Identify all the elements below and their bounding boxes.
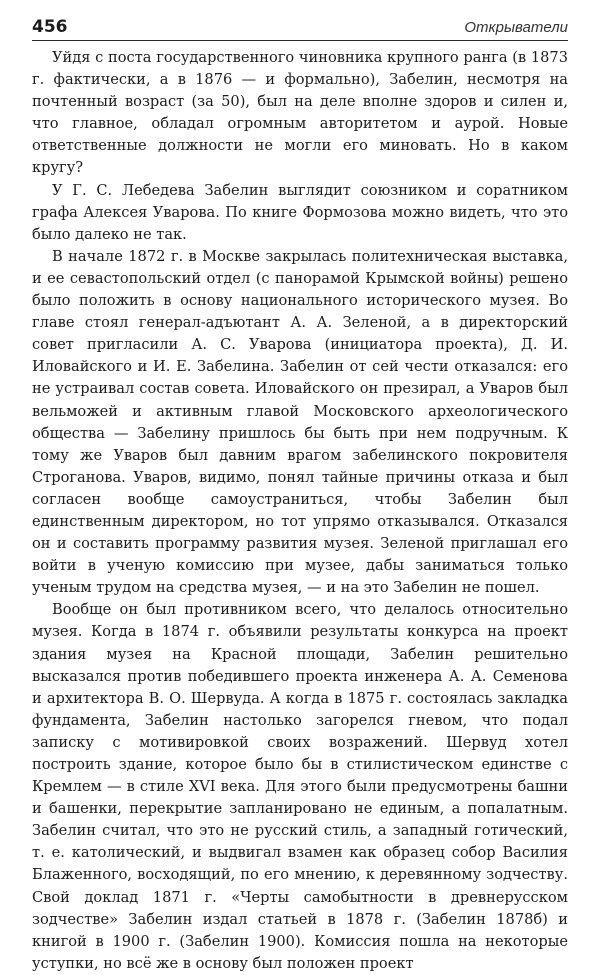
page-header xyxy=(32,14,568,41)
paragraph: Вообще он был противником всего, что делалось относительно музея. Когда в 1874 г. объявили результаты конкурса на проект здания музея на Красной площади, Забелин решительно высказался против победившего проекта инженера А. А. Семенова и архитектора В. О. Шервуда. А когда в 1875 г. состоялась закладка фундамента, Забелин настолько загорелся гневом, что подал записку с мотивировкой своих возражений. Шервуд хотел построить здание, которое было бы в стилистическом единстве с Кремлем — в стиле XVI века. Для этого были предусмотрены башни и башенки, перекрытие запланировано не единым, а попалатным. Забелин считал, что это не русский стиль, а западный готический, т. е. католический, и выдвигал взамен как образец собор Василия Блаженного, восходящий, по его мнению, к деревянному зодчеству. Свой доклад 1871 г. «Черты самобытности в древнерусском зодчестве» Забелин издал статьей в 1878 г. (Забелин 1878б) и книгой в 1900 г. (Забелин 1900). Комиссия пошла на некоторые уступки, но всё же в основу был положен проект xyxy=(32,601,568,972)
paragraph: Уйдя с поста государственного чиновника крупного ранга (в 1873 г. фактически, а в 1876 — и формально), Забелин, несмотря на почтенный возраст (за 50), был на деле вполне здоров и силен и, что главное, обладал огромным авторитетом и аурой. Новые ответственные должности не могли его миновать. Но в каком кругу? xyxy=(32,49,568,177)
page-number: 456 xyxy=(32,17,68,37)
paragraph: В начале 1872 г. в Москве закрылась политехническая выставка, и ее севастопольский отдел (с панорамой Крымской войны) решено было положить в основу национального исторического музея. Во главе стоял генерал-адъютант А. А. Зеленой, а в директорский совет пригласили А. С. Уварова (инициатора проекта), Д. И. Иловайского и И. Е. Забелина. Забелин от сей чести отказался: его не устраивал состав совета. Иловайского он презирал, а Уваров был вельможей и активным главой Московского археологического общества — Забелину пришлось бы быть при нем подручным. К тому же Уваров был давним врагом забелинского покровителя Строганова. Уваров, видимо, понял тайные причины отказа и был согласен вообще самоустраниться, чтобы Забелин был единственным директором, но тот упрямо отказывался. Отказался он и составить программу развития музея. Зеленой приглашал его войти в ученую комиссию при музее, дабы заниматься только ученым трудом на средства музея, — и на это Забелин не пошел. xyxy=(32,247,568,597)
paragraph: У Г. С. Лебедева Забелин выглядит союзником и соратником графа Алексея Уварова. По книге Формозова можно видеть, что это было далеко не так. xyxy=(32,181,568,243)
running-title: Открыватели xyxy=(464,19,568,36)
body-text xyxy=(32,47,568,975)
